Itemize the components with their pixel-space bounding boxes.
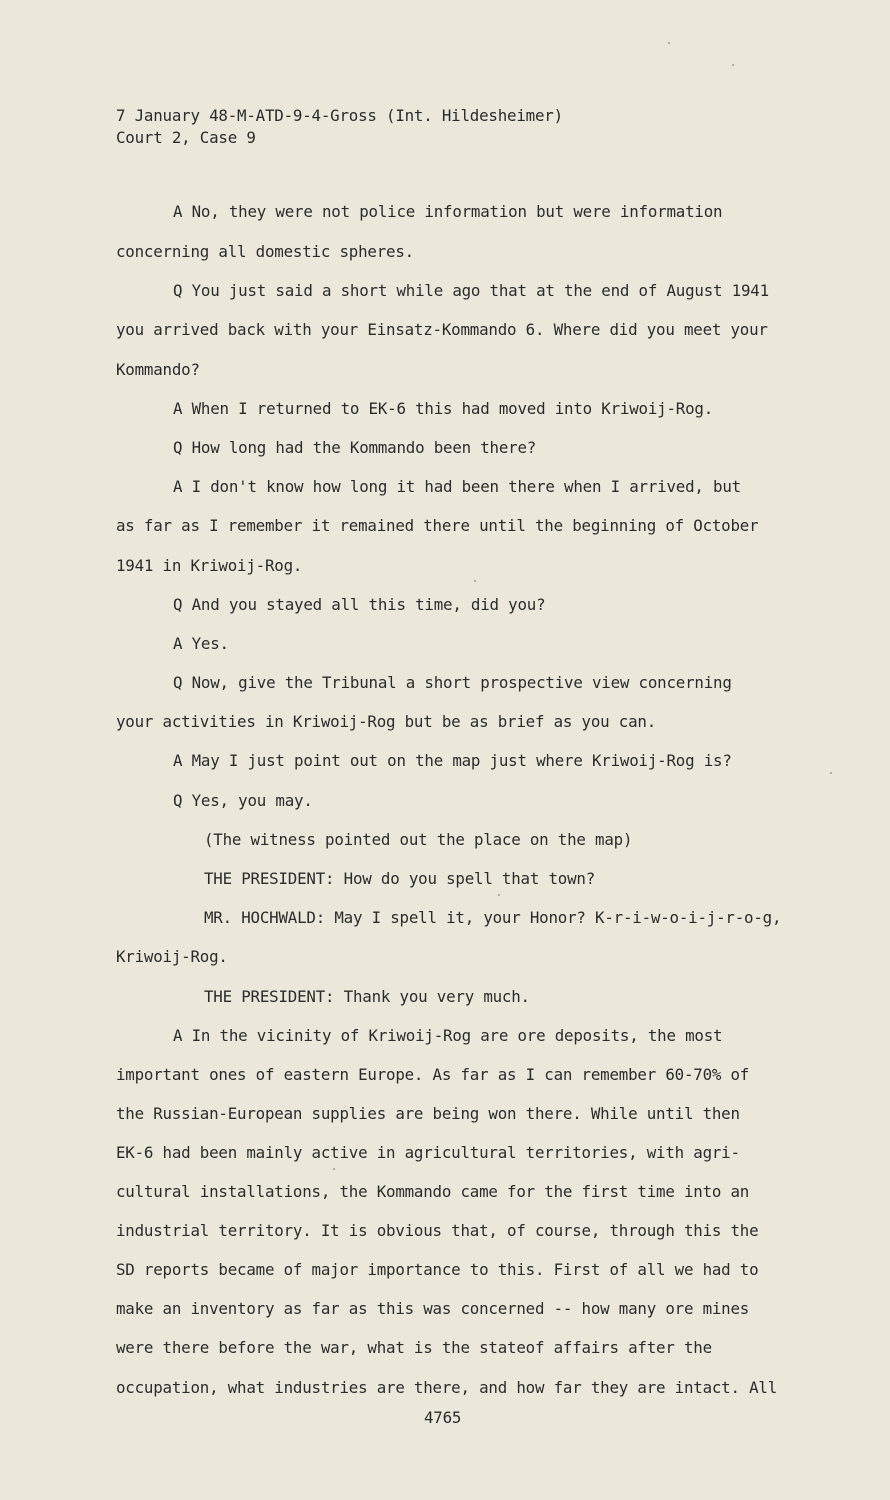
body-line: A I don't know how long it had been there when I arrived, but	[173, 477, 741, 496]
body-line: as far as I remember it remained there until the beginning of October	[116, 516, 759, 535]
body-line: important ones of eastern Europe. As far as I can remember 60-70% of	[116, 1065, 750, 1084]
paper-speck	[668, 42, 670, 44]
body-line: EK-6 had been mainly active in agricultural territories, with agri-	[116, 1143, 740, 1162]
body-line: were there before the war, what is the stateof affairs after the	[116, 1338, 712, 1357]
body-line: cultural installations, the Kommando came for the first time into an	[116, 1182, 750, 1201]
header-line-2: Court 2, Case 9	[116, 128, 256, 147]
body-line: A Yes.	[173, 634, 229, 653]
paper-speck	[498, 894, 500, 896]
body-line: THE PRESIDENT: How do you spell that town?	[204, 869, 596, 888]
body-line: Kommando?	[116, 360, 200, 379]
body-line: Q Now, give the Tribunal a short prospective view concerning	[173, 673, 732, 692]
body-line: occupation, what industries are there, and how far they are intact. All	[116, 1378, 778, 1397]
body-line: A May I just point out on the map just where Kriwoij-Rog is?	[173, 751, 732, 770]
body-line: A In the vicinity of Kriwoij-Rog are ore deposits, the most	[173, 1026, 723, 1045]
body-line: (The witness pointed out the place on the map)	[204, 830, 633, 849]
body-line: MR. HOCHWALD: May I spell it, your Honor? K-r-i-w-o-i-j-r-o-g,	[204, 908, 782, 927]
body-line: A When I returned to EK-6 this had moved into Kriwoij-Rog.	[173, 399, 714, 418]
body-line: industrial territory. It is obvious that, of course, through this the	[116, 1221, 759, 1240]
body-line: Q How long had the Kommando been there?	[173, 438, 537, 457]
paper-speck	[333, 1168, 335, 1170]
body-line: Q Yes, you may.	[173, 791, 313, 810]
body-line: Kriwoij-Rog.	[116, 947, 228, 966]
paper-speck	[732, 64, 734, 66]
body-line: concerning all domestic spheres.	[116, 242, 414, 261]
paper-speck	[474, 580, 476, 582]
paper-speck	[830, 772, 832, 774]
body-line: you arrived back with your Einsatz-Kommando 6. Where did you meet your	[116, 320, 768, 339]
page-number: 4765	[424, 1408, 462, 1427]
body-line: make an inventory as far as this was concerned -- how many ore mines	[116, 1299, 750, 1318]
body-line: A No, they were not police information but were information	[173, 202, 723, 221]
body-line: Q You just said a short while ago that at the end of August 1941	[173, 281, 769, 300]
body-line: Q And you stayed all this time, did you?	[173, 595, 546, 614]
body-line: 1941 in Kriwoij-Rog.	[116, 556, 303, 575]
body-line: SD reports became of major importance to this. First of all we had to	[116, 1260, 759, 1279]
body-line: the Russian-European supplies are being won there. While until then	[116, 1104, 740, 1123]
body-line: THE PRESIDENT: Thank you very much.	[204, 987, 530, 1006]
body-line: your activities in Kriwoij-Rog but be as brief as you can.	[116, 712, 657, 731]
header-line-1: 7 January 48-M-ATD-9-4-Gross (Int. Hildesheimer)	[116, 106, 563, 125]
